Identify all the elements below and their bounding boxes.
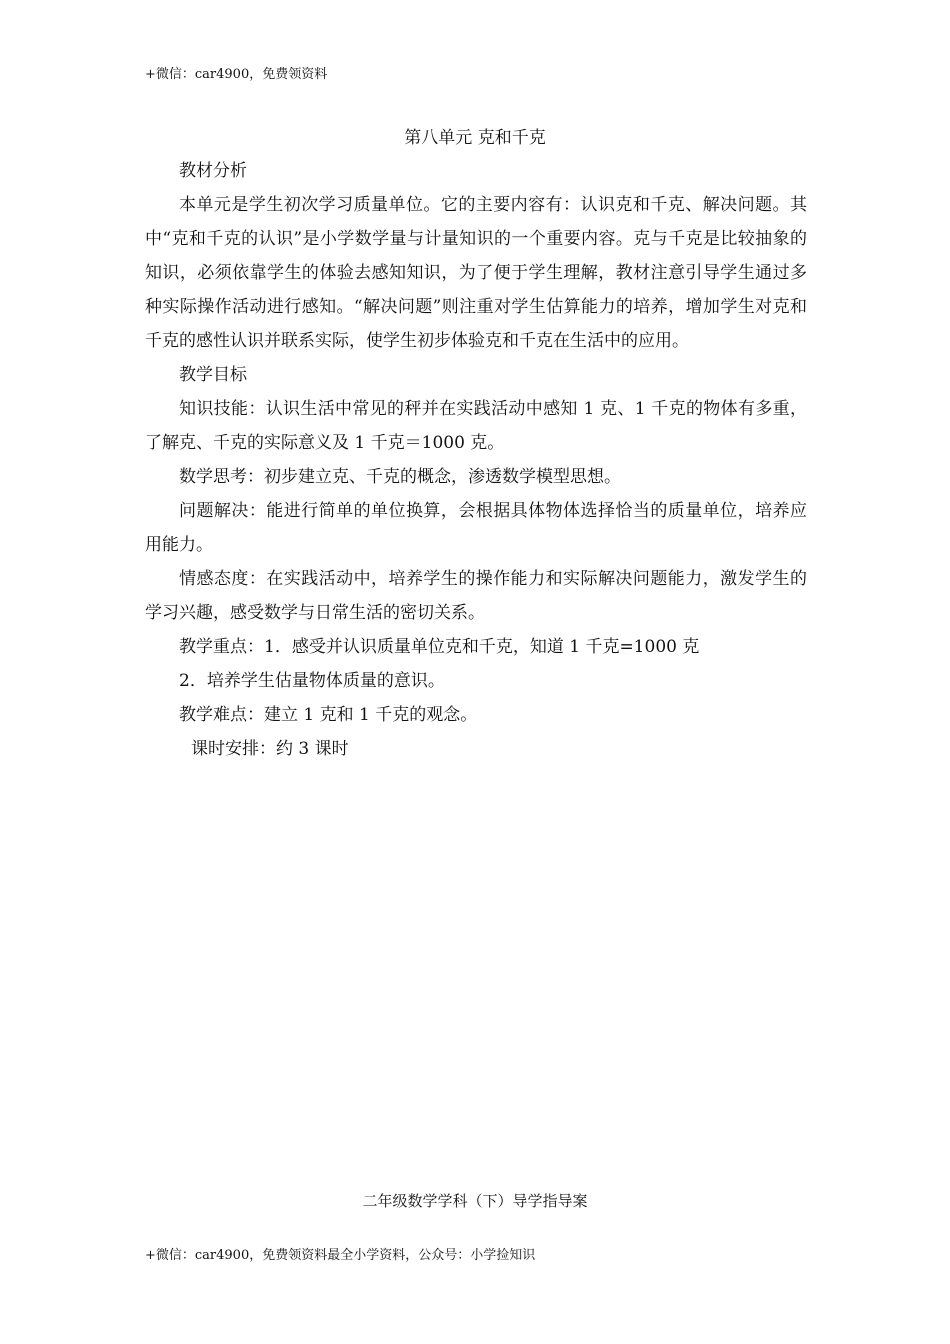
footer-title: 二年级数学学科（下）导学指导案: [362, 1192, 588, 1210]
header-watermark-note: +微信：car4900，免费领资料: [145, 67, 328, 82]
paragraph-math-thinking: 数学思考：初步建立克、千克的概念，渗透数学模型思想。: [179, 467, 621, 487]
paragraph-key-points: 教学重点：1．感受并认识质量单位克和千克，知道 1 千克=1000 克: [179, 637, 700, 657]
heading-teaching-goals: 教学目标: [179, 365, 247, 385]
paragraph-key-point-two: 2．培养学生估量物体质量的意识。: [179, 671, 445, 691]
paragraph-problem-solving: 问题解决：能进行简单的单位换算，会根据具体物体选择恰当的质量单位，培养应用能力。: [145, 501, 807, 555]
page-title: 第八单元 克和千克: [404, 128, 546, 148]
paragraph-emotional-attitude: 情感态度：在实践活动中，培养学生的操作能力和实际解决问题能力，激发学生的学习兴趣，感受数学与日常生活的密切关系。: [145, 569, 807, 623]
paragraph-knowledge-skills: 知识技能：认识生活中常见的秤并在实践活动中感知 1 克、1 千克的物体有多重，了解克、千克的实际意义及 1 千克＝1000 克。: [145, 399, 807, 453]
paragraph-unit-overview: 本单元是学生初次学习质量单位。它的主要内容有：认识克和千克、解决问题。其中“克和千克的认识”是小学数学量与计量知识的一个重要内容。克与千克是比较抽象的知识，必须依靠学生的体验去感知知识，为了便于学生理解，教材注意引导学生通过多种实际操作活动进行感知。“解决问题”则注重对学生估算能力的培养，增加学生对克和千克的感性认识并联系实际，使学生初步体验克和千克在生活中的应用。: [145, 195, 807, 351]
paragraph-difficulties: 教学难点：建立 1 克和 1 千克的观念。: [179, 705, 478, 725]
document-body: [145, 154, 807, 766]
heading-textbook-analysis: 教材分析: [179, 161, 247, 181]
footer-watermark-note: +微信：car4900，免费领资料最全小学资料，公众号：小学捡知识: [145, 1248, 536, 1263]
paragraph-schedule: 课时安排：约 3 课时: [191, 739, 349, 759]
